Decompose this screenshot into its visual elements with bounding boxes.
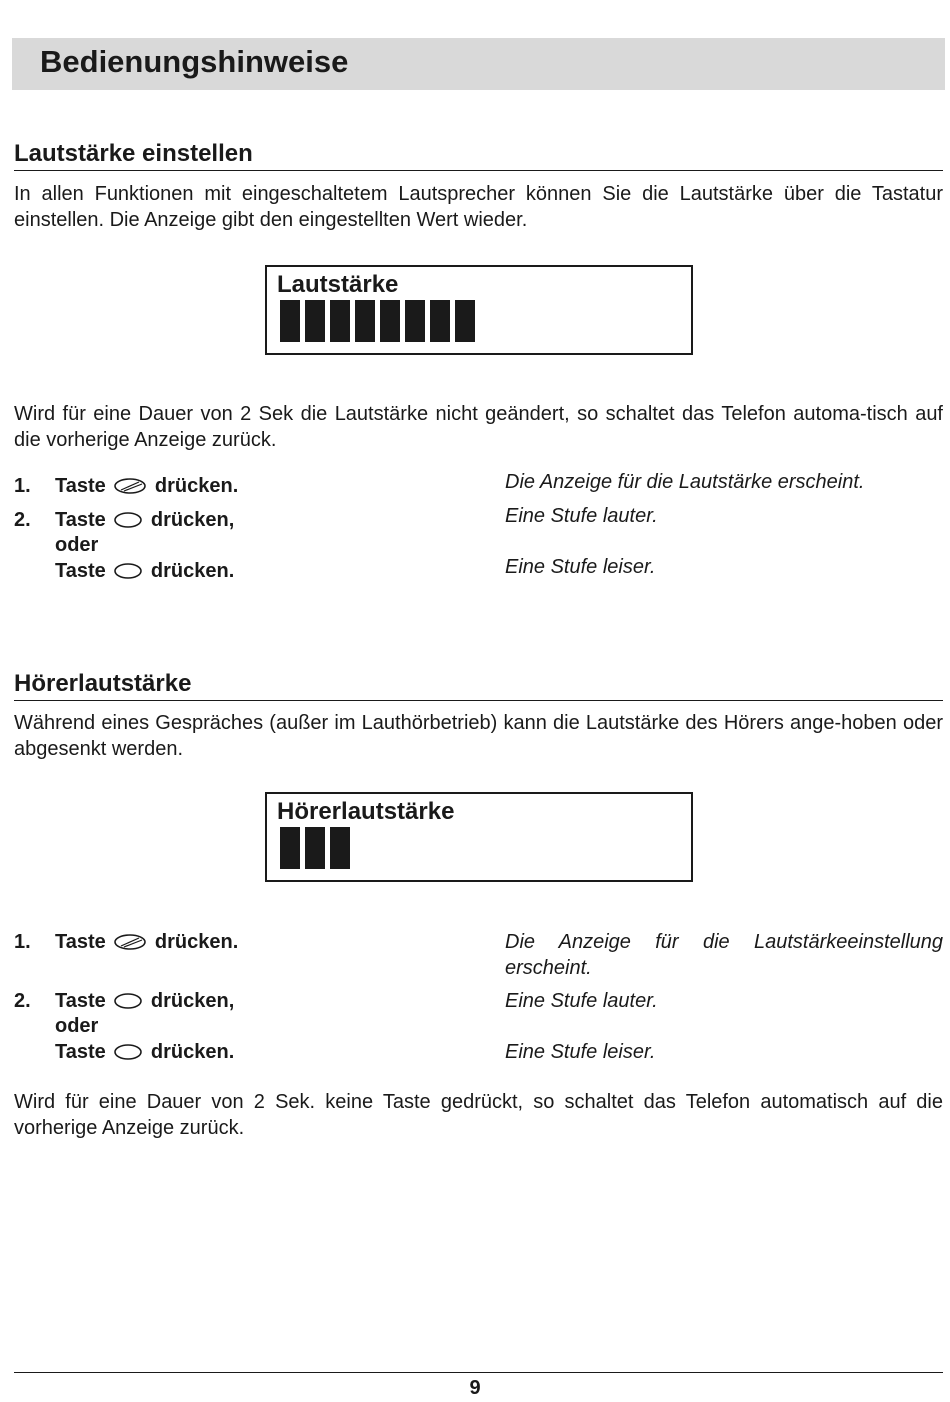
step-suffix: drücken.: [154, 475, 239, 497]
display-label: Hörerlautstärke: [277, 798, 455, 825]
minus-key-icon: [111, 1041, 145, 1063]
level-segment: [330, 300, 350, 342]
step-prefix: Taste: [55, 509, 106, 531]
step-suffix: drücken.: [154, 931, 239, 953]
minus-key-icon: [111, 560, 145, 582]
section-intro-volume: In allen Funktionen mit eingeschaltetem Lautsprecher können Sie die Lautstärke über die Tastatur einstellen. Die Anzeige gibt den eingestellten Wert wieder.: [14, 183, 943, 231]
step-instruction: [55, 558, 234, 584]
section-title-volume: Lautstärke einstellen: [14, 140, 253, 167]
step-suffix: drücken,: [150, 509, 235, 531]
step-result: Eine Stufe lauter.: [505, 505, 658, 527]
level-segment: [280, 300, 300, 342]
level-segment: [305, 827, 325, 869]
step-suffix: drücken.: [150, 1041, 235, 1063]
handset-volume-display: [265, 792, 693, 882]
section-note-handset-volume: Wird für eine Dauer von 2 Sek. keine Taste gedrückt, so schaltet das Telefon automatisch auf die vorherige Anzeige zurück.: [14, 1091, 943, 1139]
step-result: Eine Stufe leiser.: [505, 1041, 656, 1063]
step-prefix: Taste: [55, 475, 106, 497]
level-segment: [405, 300, 425, 342]
section-intro-handset-volume: Während eines Gespräches (außer im Lauthörbetrieb) kann die Lautstärke des Hörers ange-hoben oder abgesenkt werden.: [14, 712, 943, 760]
level-segment: [280, 827, 300, 869]
footer-divider: [14, 1372, 943, 1373]
step-instruction: [55, 929, 238, 955]
step-instruction: [55, 988, 234, 1014]
volume-display: [265, 265, 693, 355]
level-segment: [430, 300, 450, 342]
step-number: 1.: [14, 475, 31, 497]
volume-key-icon: [111, 931, 149, 953]
section-divider: [14, 700, 943, 701]
display-label: Lautstärke: [277, 271, 399, 298]
step-instruction: [55, 507, 234, 533]
step-instruction: [55, 473, 238, 499]
plus-key-icon: [111, 509, 145, 531]
handset-level-bars: [280, 827, 355, 869]
level-segment: [305, 300, 325, 342]
page-header: [12, 38, 945, 90]
step-prefix: Taste: [55, 560, 106, 582]
step-prefix: Taste: [55, 1041, 106, 1063]
page-number: 9: [469, 1377, 481, 1399]
step-alternative: oder: [55, 1015, 99, 1037]
step-prefix: Taste: [55, 990, 106, 1012]
plus-key-icon: [111, 990, 145, 1012]
step-result: Eine Stufe lauter.: [505, 990, 658, 1012]
step-prefix: Taste: [55, 931, 106, 953]
section-note-volume: Wird für eine Dauer von 2 Sek die Lautstärke nicht geändert, so schaltet das Telefon automa-tisch auf die vorherige Anzeige zurück.: [14, 403, 943, 451]
page-title: Bedienungshinweise: [40, 44, 349, 79]
volume-key-icon: [111, 475, 149, 497]
step-suffix: drücken.: [150, 560, 235, 582]
level-segment: [455, 300, 475, 342]
step-instruction: [55, 1039, 234, 1065]
step-result: Eine Stufe leiser.: [505, 556, 656, 578]
step-number: 2.: [14, 509, 31, 531]
step-alternative: oder: [55, 534, 99, 556]
section-title-handset-volume: Hörerlautstärke: [14, 670, 192, 697]
level-segment: [355, 300, 375, 342]
level-segment: [330, 827, 350, 869]
step-number: 2.: [14, 990, 31, 1012]
level-segment: [380, 300, 400, 342]
volume-level-bars: [280, 300, 480, 342]
step-result: Die Anzeige für die Lautstärkeeinstellung erscheint.: [505, 931, 943, 979]
section-divider: [14, 170, 943, 171]
step-result: Die Anzeige für die Lautstärke erscheint.: [505, 471, 865, 493]
step-number: 1.: [14, 931, 31, 953]
step-suffix: drücken,: [150, 990, 235, 1012]
